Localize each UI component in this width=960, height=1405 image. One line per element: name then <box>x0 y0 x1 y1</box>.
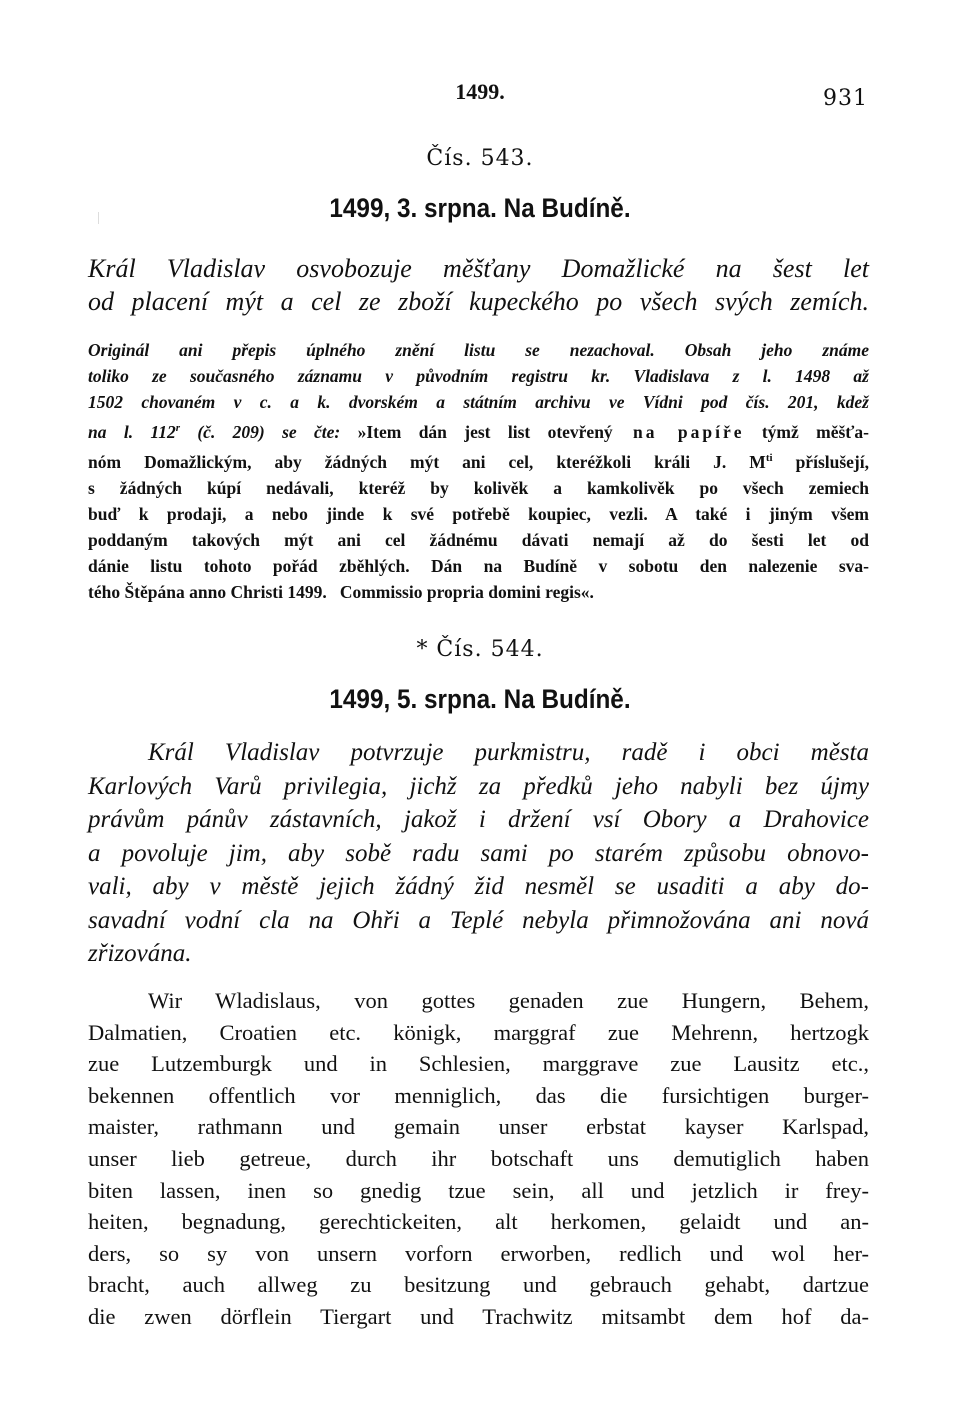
text-line: ders, so sy von unsern vorforn erworben, redlich und wol her- <box>88 1240 869 1266</box>
note-line: Originál ani přepis úplného znění listu se nezachoval. Obsah jeho známe <box>88 340 869 360</box>
entry-544-dateline: 1499, 5. srpna. Na Budíně. <box>329 684 631 714</box>
note-line: tého Štěpána anno Christi 1499. Commissio propria domini regis«. <box>88 581 594 602</box>
note-line: toliko ze současného záznamu v původním registru kr. Vladislava z l. 1498 až <box>88 366 869 386</box>
entry-543-regest <box>88 252 869 318</box>
entry-544-document-text <box>88 985 869 1333</box>
note-spaced-text: na papíře <box>612 421 745 442</box>
text-line: maister, rathmann und gemain unser erbstat kayser Karlspad, <box>88 1114 869 1140</box>
entry-544-number: * Čís. 544. <box>416 637 544 662</box>
regest-line: Král Vladislav osvobozuje měšťany Domažlické na šest let <box>88 254 869 283</box>
entry-543-dateline: 1499, 3. srpna. Na Budíně. <box>329 193 631 223</box>
note-line: buď k prodaji, a nebo jinde k své potřebě koupiec, vezli. A také i jiným všem <box>88 503 869 524</box>
regest-line: Král Vladislav potvrzuje purkmistru, radě i obci města <box>148 739 869 766</box>
entry-543-number: Čís. 543. <box>426 146 534 171</box>
entry-543-source-note <box>88 337 869 605</box>
entry-544-regest <box>88 736 869 971</box>
note-line: dánie listu tohoto pořád zběhlých. Dán na Budíně v sobotu den nalezenie sva- <box>88 555 869 576</box>
note-quote-tail: týmž měšťa- <box>744 421 869 442</box>
text-line: Wir Wladislaus, von gottes genaden zue Hungern, Behem, <box>148 988 869 1013</box>
running-header-year: 1499. <box>455 79 505 104</box>
note-folio: na l. 112 <box>88 421 176 442</box>
note-line: poddaným takových mýt ani cel žádnému dávati nemají až do šesti let od <box>88 529 869 550</box>
note-line <box>88 445 869 475</box>
regest-line: právům pánův zástavních, jakož i držení vsí Obory a Drahovice <box>88 806 869 833</box>
text-line: bekennen offentlich vor menniglich, das die fursichtigen burger- <box>88 1082 869 1108</box>
regest-line: zřizována. <box>88 940 192 967</box>
regest-line: vali, aby v městě jejich žádný žid nesměl se usaditi a aby do- <box>88 873 869 900</box>
note-line6: nóm Domažlickým, aby žádných mýt ani cel, kteréžkoli králi J. M <box>88 451 766 472</box>
text-line: bracht, auch allweg zu besitzung und gebrauch gehabt, dartzue <box>88 1272 869 1298</box>
text-line: heiten, begnadung, gerechtickeiten, alt herkomen, gelaidt und an- <box>88 1209 869 1235</box>
note-folio-superscript: r <box>175 422 180 434</box>
text-line: biten lassen, inen so gnedig tzue sein, all und jetzlich ir frey- <box>88 1177 869 1203</box>
text-line: unser lieb getreue, durch ihr botschaft uns demutiglich haben <box>88 1145 869 1171</box>
note-line: 1502 chovaném v c. a k. dvorském a státním archivu ve Vídni pod čís. 201, kdež <box>88 392 869 412</box>
regest-line: Karlových Varů privilegia, jichž za předků jeho nabyli bez újmy <box>88 772 869 800</box>
note-quote-start: »Item dán jest list otevřený <box>340 421 613 442</box>
regest-line: savadní vodní cla na Ohři a Teplé nebyla přimnožována ani nová <box>88 906 869 934</box>
text-line: Dalmatien, Croatien etc. königk, marggraf zue Mehrenn, hertzogk <box>88 1019 869 1045</box>
regest-line: a povoluje jim, aby sobě radu sami po starém způsobu obnovo- <box>88 839 869 867</box>
note-quote-intro: (č. 209) se čte: <box>180 421 341 442</box>
regest-line: od placení mýt a cel ze zboží kupeckého po všech svých zemích. <box>88 287 869 316</box>
text-line: zue Lutzemburgk und in Schlesien, marggrave zue Lausitz etc., <box>88 1051 869 1077</box>
note-line6-tail: příslušejí, <box>772 451 869 472</box>
page-number: 931 <box>823 86 868 111</box>
text-line: die zwen dörflein Tiergart und Trachwitz mitsambt dem hof da- <box>88 1303 869 1329</box>
note-line: s žádných kúpí nedávali, kteréž by kolivěk a kamkolivěk po všech zemiech <box>88 477 869 498</box>
note-line6-superscript: ti <box>765 451 773 464</box>
note-line <box>88 415 869 445</box>
